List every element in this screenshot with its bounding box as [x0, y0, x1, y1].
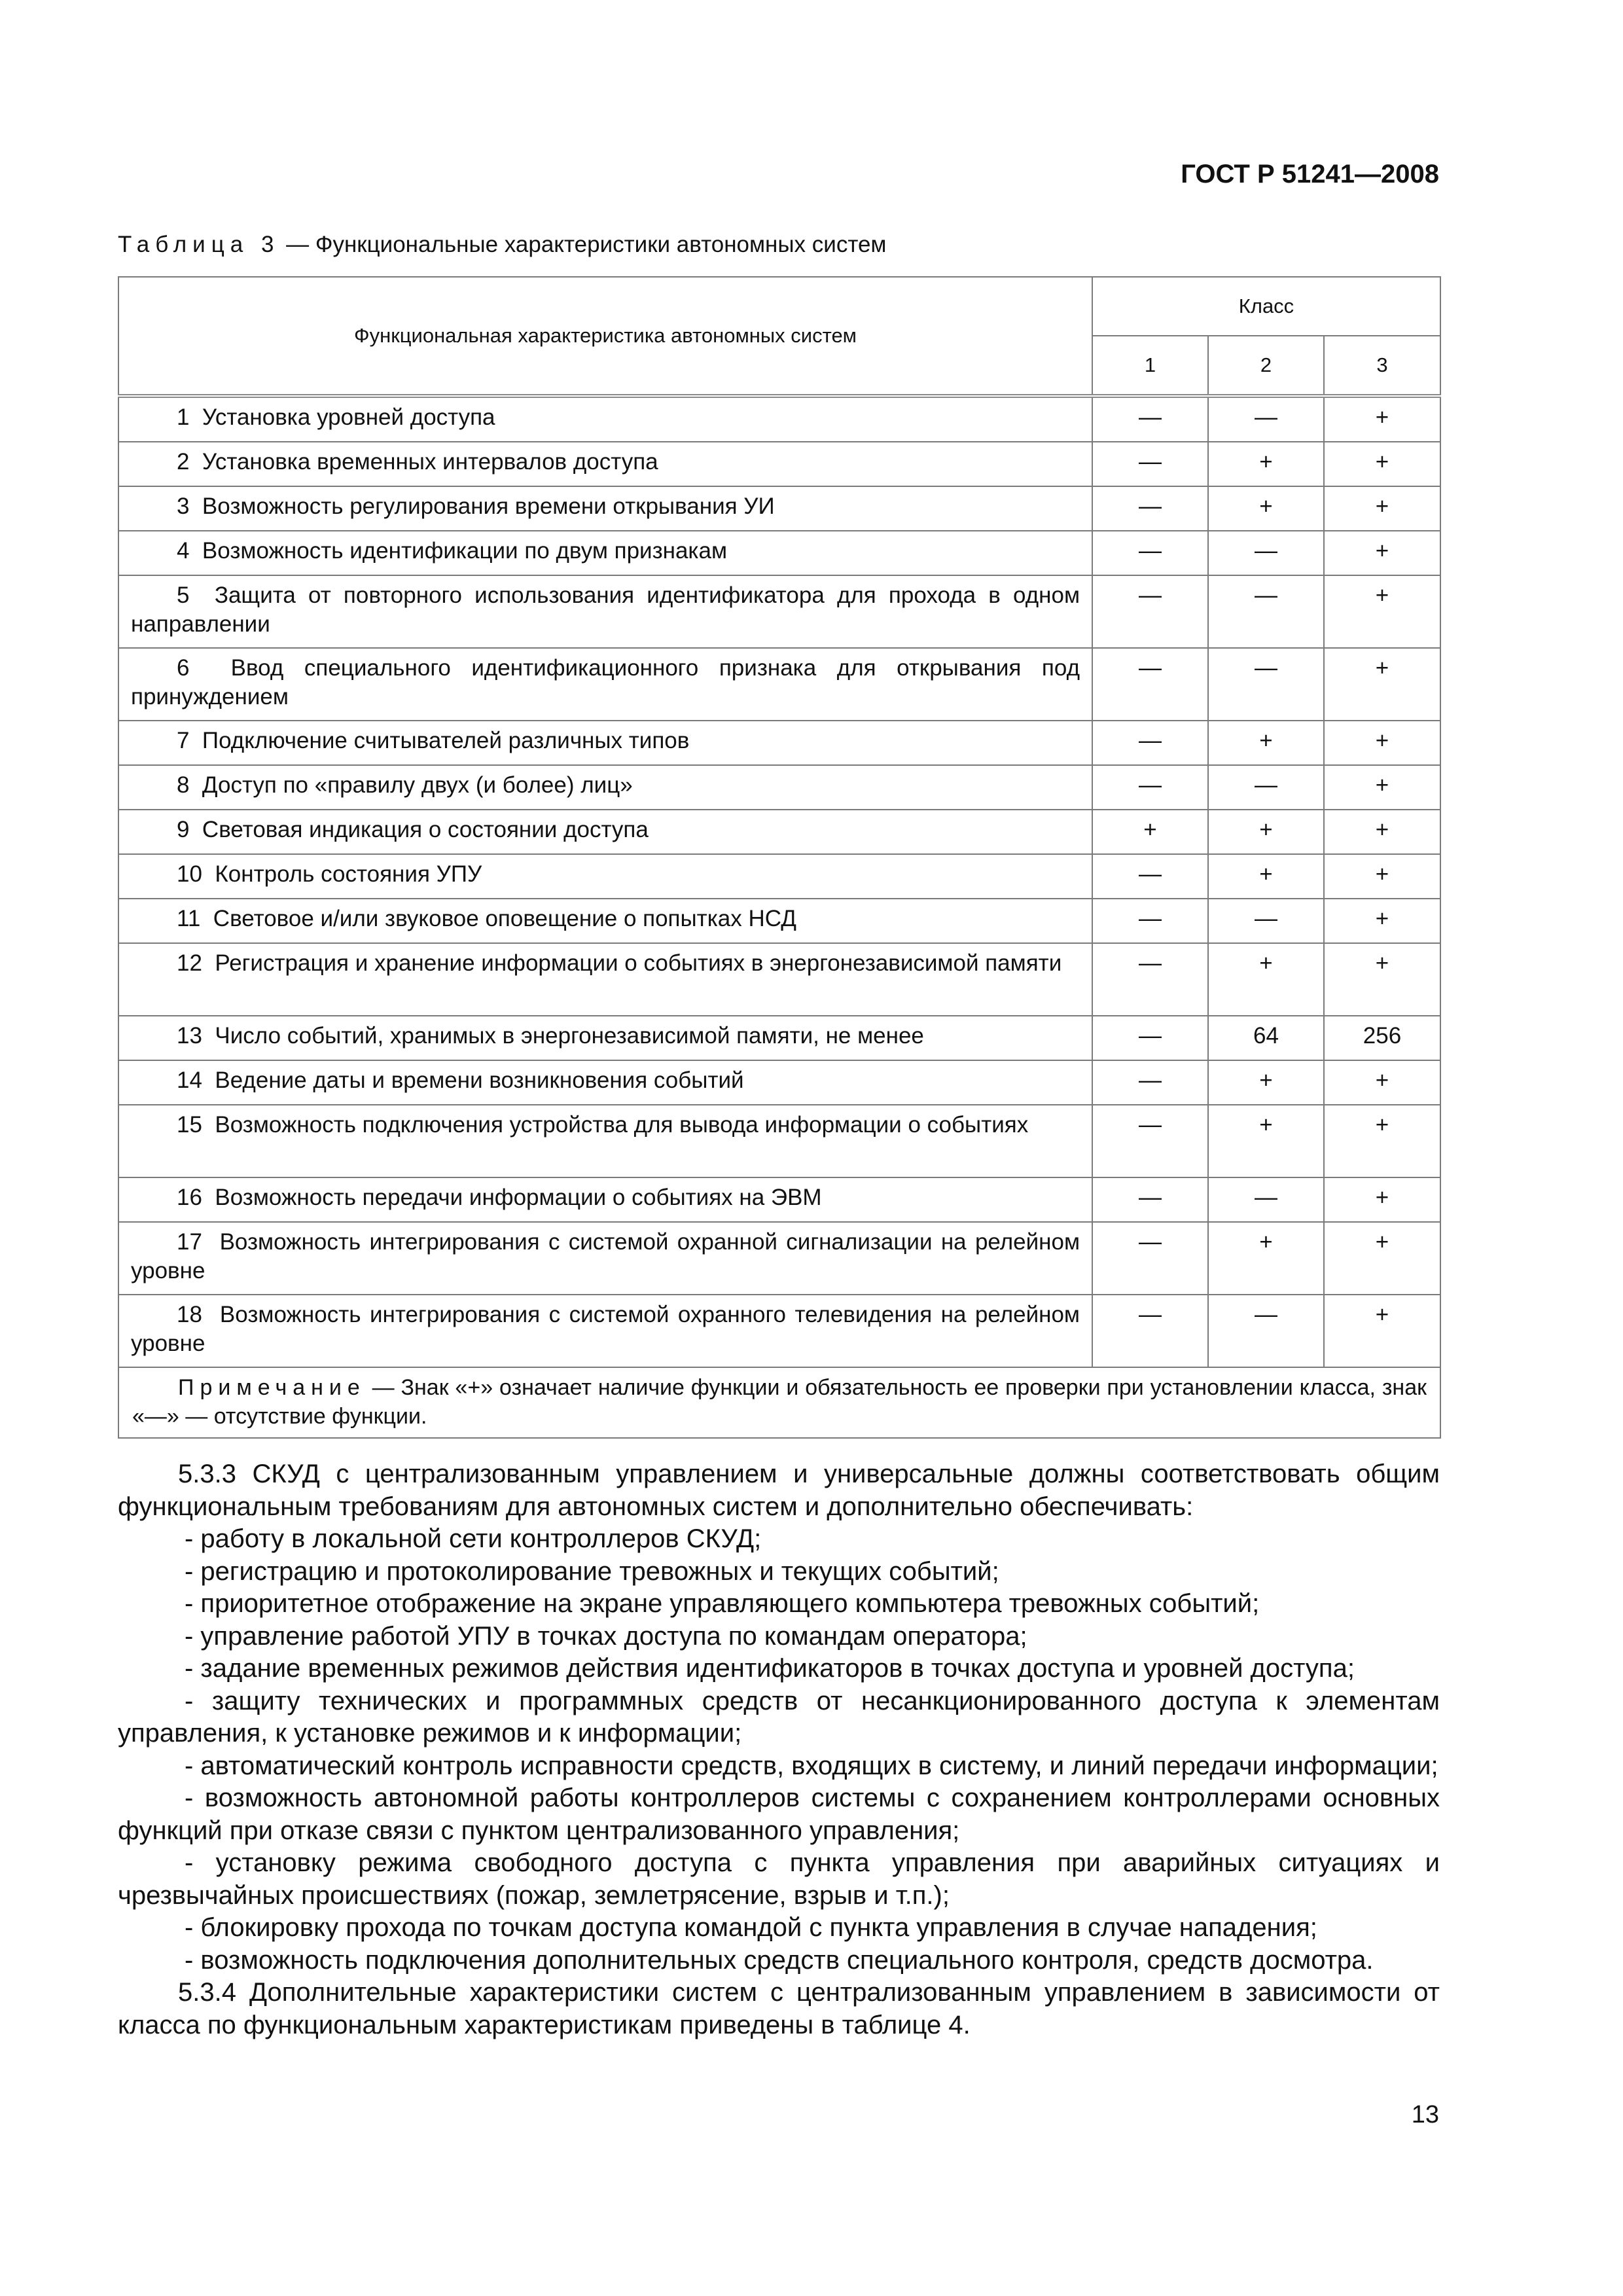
row-number: 2 [177, 449, 190, 475]
table-caption-title: — Функциональные характеристики автономных систем [279, 232, 887, 257]
characteristic-cell [118, 810, 1092, 854]
row-number: 9 [177, 817, 190, 842]
list-item: - регистрацию и протоколирование тревожных и текущих событий; [185, 1556, 999, 1586]
table-row [118, 943, 1440, 1016]
class-value-cell: + [1208, 854, 1324, 899]
class-value-cell: — [1092, 1177, 1208, 1222]
table-row [118, 1177, 1440, 1222]
class-value-cell: + [1324, 486, 1440, 531]
row-number: 15 [177, 1112, 202, 1138]
class-value-cell: + [1324, 765, 1440, 810]
class-value-cell: — [1208, 575, 1324, 648]
class-number: 1 [1092, 336, 1208, 396]
characteristic-name: Установка уровней доступа [202, 404, 495, 430]
class-value-cell: + [1208, 943, 1324, 1016]
class-value-cell: — [1092, 1105, 1208, 1177]
row-number: 16 [177, 1185, 202, 1210]
table-row [118, 1016, 1440, 1060]
list-item: - возможность подключения дополнительных средств специального контроля, средств досмотра. [185, 1945, 1374, 1975]
characteristic-cell [118, 765, 1092, 810]
row-number: 17 [177, 1229, 202, 1255]
row-number: 6 [177, 655, 190, 681]
class-value-cell: + [1324, 1060, 1440, 1105]
row-number: 8 [177, 772, 190, 798]
row-number: 10 [177, 861, 202, 887]
table-row [118, 396, 1440, 442]
class-value-cell: — [1092, 943, 1208, 1016]
class-value-cell: + [1208, 1105, 1324, 1177]
list-item: - приоритетное отображение на экране управляющего компьютера тревожных событий; [185, 1589, 1260, 1618]
characteristic-name: Регистрация и хранение информации о событиях в энергонезависимой памяти [215, 950, 1062, 976]
class-value-cell: — [1092, 1222, 1208, 1295]
class-value-cell: + [1324, 648, 1440, 721]
class-value-cell: — [1092, 1295, 1208, 1367]
table-row [118, 1295, 1440, 1367]
characteristic-name: Световое и/или звуковое оповещение о попытках НСД [213, 906, 796, 931]
class-value-cell: — [1208, 648, 1324, 721]
standard-id: ГОСТ Р 51241—2008 [1181, 160, 1439, 188]
class-value-cell: + [1208, 1060, 1324, 1105]
note-text: — Знак «+» означает наличие функции и обязательность ее проверки при установлении класса, знак «—» — отсутствие функции. [132, 1375, 1427, 1429]
class-number: 2 [1208, 336, 1324, 396]
characteristic-cell [118, 575, 1092, 648]
class-value-cell: — [1208, 765, 1324, 810]
paragraph-5-3-3: 5.3.3 СКУД с централизованным управлением и универсальные должны соответствовать общим функциональным требованиям для автономных систем и дополнительно обеспечивать: [118, 1460, 1440, 1521]
characteristic-name: Световая индикация о состоянии доступа [202, 817, 649, 842]
table-row [118, 1105, 1440, 1177]
characteristic-cell [118, 442, 1092, 486]
characteristic-cell [118, 1177, 1092, 1222]
class-value-cell: + [1208, 1222, 1324, 1295]
class-value-cell: — [1208, 899, 1324, 943]
class-value-cell: + [1324, 1105, 1440, 1177]
row-number: 18 [177, 1302, 202, 1327]
class-value-cell: — [1092, 1060, 1208, 1105]
class-number: 3 [1324, 336, 1440, 396]
class-value-cell: + [1324, 1295, 1440, 1367]
list-item: - блокировку прохода по точкам доступа командой с пункта управления в случае нападения; [185, 1913, 1317, 1942]
table-row [118, 1222, 1440, 1295]
class-value-cell: + [1324, 531, 1440, 575]
class-value-cell: 64 [1208, 1016, 1324, 1060]
table-row [118, 854, 1440, 899]
table-row [118, 810, 1440, 854]
class-value-cell: — [1092, 765, 1208, 810]
class-value-cell: — [1092, 721, 1208, 765]
table-caption-label: Таблица 3 [118, 232, 280, 257]
class-value-cell: + [1324, 943, 1440, 1016]
table-row [118, 721, 1440, 765]
list-item: - установку режима свободного доступа с пункта управления при аварийных ситуациях и чрезвычайных происшествиях (пожар, землетрясение, взрыв и т.п.); [118, 1848, 1440, 1910]
class-value-cell: — [1092, 442, 1208, 486]
class-value-cell: — [1208, 396, 1324, 442]
class-value-cell: — [1092, 486, 1208, 531]
table-row [118, 899, 1440, 943]
class-value-cell: — [1208, 531, 1324, 575]
class-value-cell: — [1092, 1016, 1208, 1060]
characteristic-cell [118, 943, 1092, 1016]
class-value-cell: + [1324, 442, 1440, 486]
row-number: 7 [177, 728, 190, 753]
characteristic-name: Ведение даты и времени возникновения событий [215, 1067, 744, 1093]
characteristic-cell [118, 721, 1092, 765]
class-value-cell: — [1208, 1295, 1324, 1367]
class-value-cell: — [1092, 531, 1208, 575]
characteristic-cell [118, 1105, 1092, 1177]
list-item: - задание временных режимов действия идентификаторов в точках доступа и уровней доступа; [185, 1654, 1355, 1683]
characteristic-name: Число событий, хранимых в энергонезависимой памяти, не менее [215, 1023, 924, 1049]
note-label: Примечание [178, 1375, 366, 1400]
characteristic-name: Ввод специального идентификационного признака для открывания под принуждением [131, 655, 1080, 709]
row-number: 4 [177, 538, 190, 564]
characteristic-cell [118, 854, 1092, 899]
list-item: - защиту технических и программных средств от несанкционированного доступа к элементам управления, к установке режимов и к информации; [118, 1686, 1440, 1748]
class-value-cell: + [1324, 721, 1440, 765]
row-number: 11 [177, 906, 201, 931]
characteristic-name: Возможность регулирования времени открывания УИ [202, 493, 775, 519]
characteristic-name: Защита от повторного использования идентификатора для прохода в одном направлении [131, 583, 1080, 637]
characteristic-name: Контроль состояния УПУ [215, 861, 482, 887]
row-number: 12 [177, 950, 202, 976]
class-value-cell: — [1092, 648, 1208, 721]
characteristic-cell [118, 648, 1092, 721]
characteristic-cell [118, 396, 1092, 442]
class-value-cell: + [1324, 899, 1440, 943]
class-value-cell: + [1208, 486, 1324, 531]
list-item: - автоматический контроль исправности средств, входящих в систему, и линий передачи информации; [185, 1751, 1438, 1780]
list-item: - управление работой УПУ в точках доступа по командам оператора; [185, 1621, 1027, 1651]
characteristic-cell [118, 531, 1092, 575]
table-row [118, 531, 1440, 575]
class-value-cell: 256 [1324, 1016, 1440, 1060]
row-number: 5 [177, 583, 190, 608]
table-row [118, 486, 1440, 531]
characteristic-name: Возможность интегрирования с системой охранной сигнализации на релейном уровне [131, 1229, 1080, 1283]
class-value-cell: + [1208, 442, 1324, 486]
characteristic-cell [118, 1060, 1092, 1105]
row-number: 1 [177, 404, 190, 430]
table-row [118, 765, 1440, 810]
table-row [118, 648, 1440, 721]
table-row [118, 1060, 1440, 1105]
characteristic-name: Доступ по «правилу двух (и более) лиц» [202, 772, 633, 798]
column-header-characteristic: Функциональная характеристика автономных систем [118, 277, 1092, 396]
characteristic-name: Подключение считывателей различных типов [202, 728, 690, 753]
table-row [118, 442, 1440, 486]
characteristic-name: Возможность подключения устройства для вывода информации о событиях [215, 1112, 1029, 1138]
table-caption [118, 232, 886, 258]
class-value-cell: — [1092, 899, 1208, 943]
class-value-cell: + [1208, 810, 1324, 854]
class-value-cell: + [1324, 810, 1440, 854]
characteristic-name: Возможность идентификации по двум признакам [202, 538, 728, 564]
characteristic-name: Установка временных интервалов доступа [202, 449, 658, 475]
class-value-cell: + [1092, 810, 1208, 854]
class-value-cell: + [1324, 854, 1440, 899]
characteristic-cell [118, 899, 1092, 943]
functional-characteristics-table [118, 276, 1441, 1439]
class-value-cell: + [1324, 575, 1440, 648]
table-row [118, 575, 1440, 648]
list-item: - работу в локальной сети контроллеров СКУД; [185, 1524, 762, 1553]
characteristic-cell [118, 486, 1092, 531]
characteristic-name: Возможность интегрирования с системой охранного телевидения на релейном уровне [131, 1302, 1080, 1356]
class-value-cell: + [1208, 721, 1324, 765]
class-value-cell: — [1092, 396, 1208, 442]
characteristic-name: Возможность передачи информации о событиях на ЭВМ [215, 1185, 822, 1210]
paragraph-5-3-4: 5.3.4 Дополнительные характеристики систем с централизованным управлением в зависимости от класса по функциональным характеристикам приведены в таблице 4. [118, 1978, 1440, 2039]
class-value-cell: + [1324, 1222, 1440, 1295]
body-text [118, 1458, 1440, 2041]
row-number: 3 [177, 493, 190, 519]
row-number: 14 [177, 1067, 202, 1093]
class-value-cell: + [1324, 396, 1440, 442]
characteristic-cell [118, 1016, 1092, 1060]
page-number: 13 [1411, 2101, 1439, 2128]
row-number: 13 [177, 1023, 202, 1049]
characteristic-cell [118, 1295, 1092, 1367]
class-value-cell: — [1092, 854, 1208, 899]
class-value-cell: — [1092, 575, 1208, 648]
column-header-class: Класс [1092, 277, 1440, 336]
class-value-cell: — [1208, 1177, 1324, 1222]
list-item: - возможность автономной работы контроллеров системы с сохранением контроллерами основных функций при отказе связи с пунктом централизованного управления; [118, 1784, 1440, 1845]
class-value-cell: + [1324, 1177, 1440, 1222]
characteristic-cell [118, 1222, 1092, 1295]
table-note [118, 1367, 1440, 1438]
